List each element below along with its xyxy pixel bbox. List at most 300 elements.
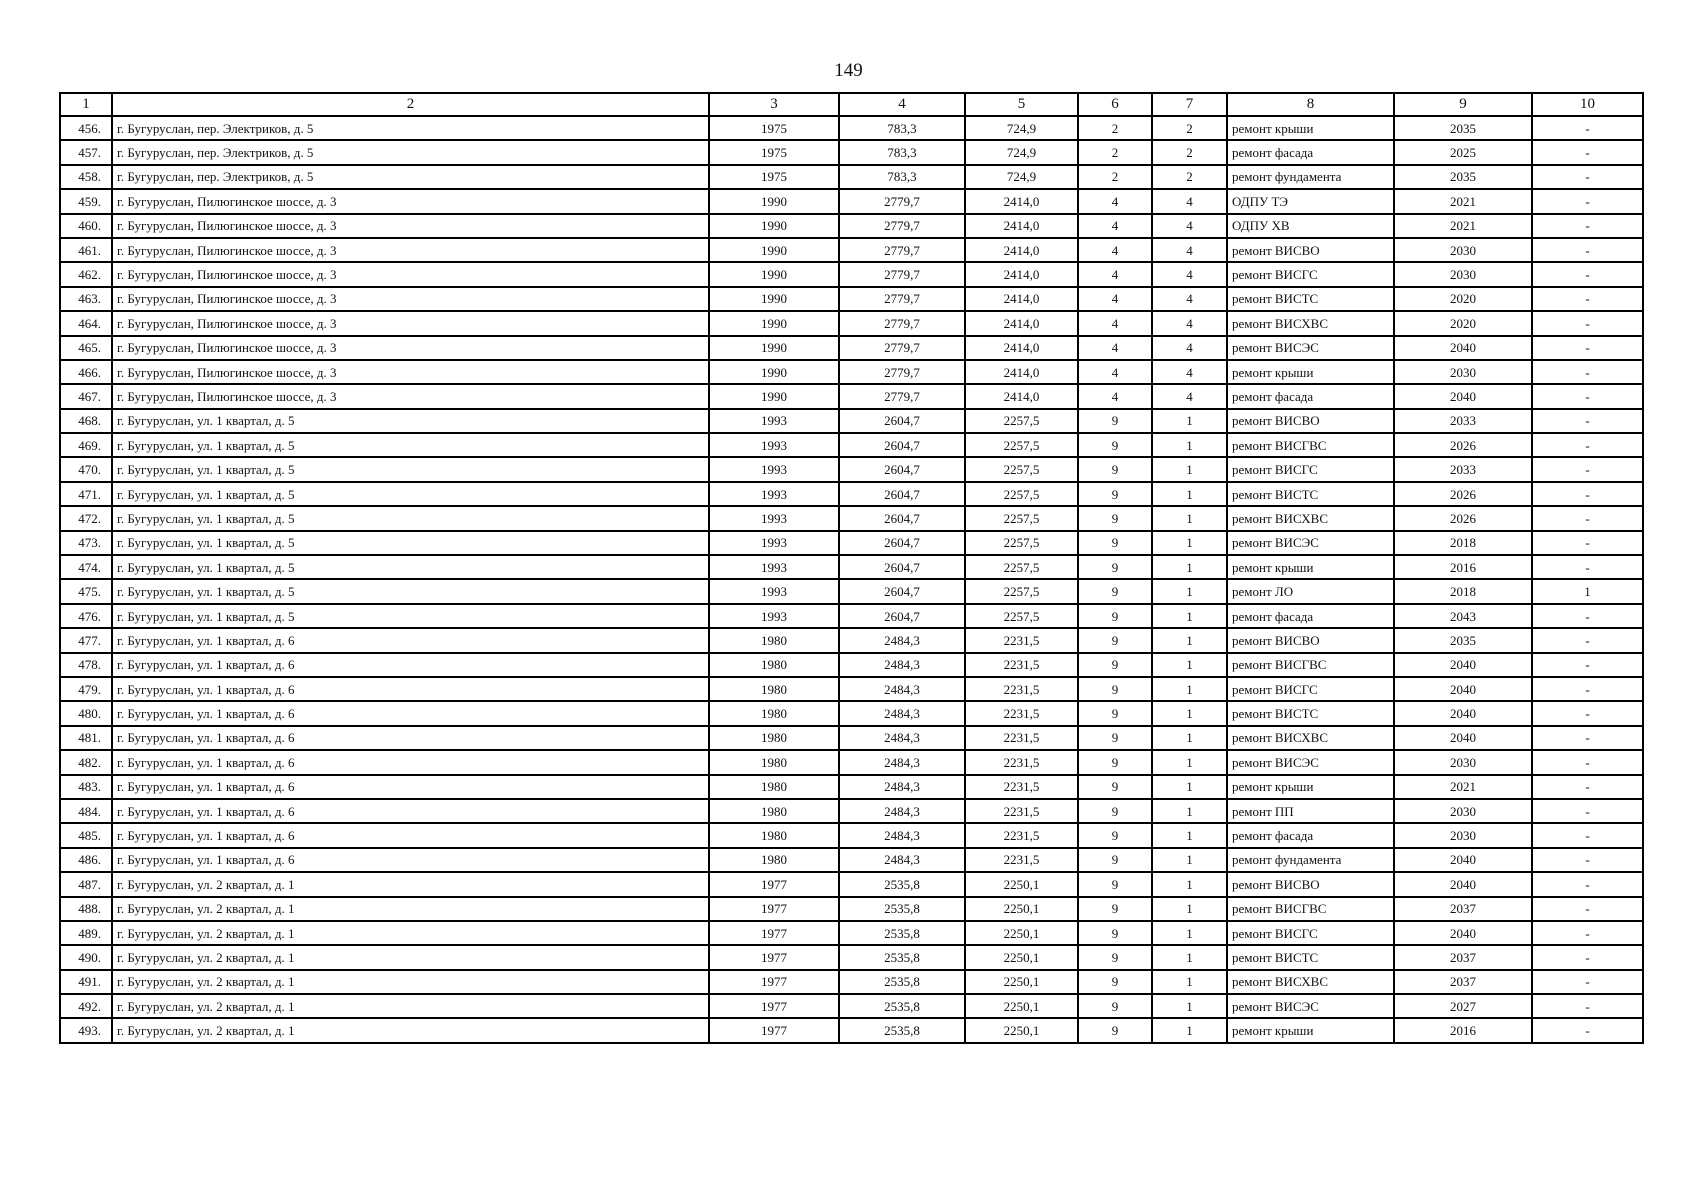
living-area-cell: 2231,5	[965, 628, 1078, 652]
note-cell: -	[1532, 165, 1643, 189]
row-number-cell: 462.	[60, 262, 112, 286]
living-area-cell: 724,9	[965, 140, 1078, 164]
planned-year-cell: 2040	[1394, 336, 1532, 360]
year-built-cell: 1975	[709, 116, 839, 140]
year-built-cell: 1980	[709, 799, 839, 823]
floors-cell: 2	[1078, 116, 1152, 140]
total-area-cell: 2779,7	[839, 384, 965, 408]
note-cell: 1	[1532, 579, 1643, 603]
living-area-cell: 2231,5	[965, 799, 1078, 823]
planned-year-cell: 2016	[1394, 555, 1532, 579]
entrances-cell: 1	[1152, 799, 1227, 823]
year-built-cell: 1980	[709, 726, 839, 750]
work-type-cell: ремонт крыши	[1227, 555, 1394, 579]
address-cell: г. Бугуруслан, ул. 1 квартал, д. 6	[112, 775, 709, 799]
address-cell: г. Бугуруслан, ул. 1 квартал, д. 5	[112, 604, 709, 628]
floors-cell: 9	[1078, 726, 1152, 750]
note-cell: -	[1532, 384, 1643, 408]
living-area-cell: 2414,0	[965, 311, 1078, 335]
entrances-cell: 1	[1152, 531, 1227, 555]
note-cell: -	[1532, 872, 1643, 896]
planned-year-cell: 2043	[1394, 604, 1532, 628]
entrances-cell: 4	[1152, 189, 1227, 213]
work-type-cell: ремонт ВИСГС	[1227, 921, 1394, 945]
address-cell: г. Бугуруслан, Пилюгинское шоссе, д. 3	[112, 238, 709, 262]
address-cell: г. Бугуруслан, ул. 1 квартал, д. 6	[112, 653, 709, 677]
living-area-cell: 2257,5	[965, 457, 1078, 481]
row-number-cell: 465.	[60, 336, 112, 360]
entrances-cell: 4	[1152, 384, 1227, 408]
total-area-cell: 2604,7	[839, 579, 965, 603]
table-row	[60, 945, 1643, 969]
entrances-cell: 1	[1152, 750, 1227, 774]
note-cell: -	[1532, 726, 1643, 750]
note-cell: -	[1532, 823, 1643, 847]
row-number-cell: 487.	[60, 872, 112, 896]
row-number-cell: 472.	[60, 506, 112, 530]
work-type-cell: ремонт ВИСГВС	[1227, 653, 1394, 677]
planned-year-cell: 2040	[1394, 677, 1532, 701]
floors-cell: 9	[1078, 677, 1152, 701]
year-built-cell: 1990	[709, 360, 839, 384]
living-area-cell: 2231,5	[965, 848, 1078, 872]
note-cell: -	[1532, 506, 1643, 530]
living-area-cell: 2257,5	[965, 604, 1078, 628]
year-built-cell: 1993	[709, 604, 839, 628]
total-area-cell: 2535,8	[839, 921, 965, 945]
table-row	[60, 165, 1643, 189]
planned-year-cell: 2035	[1394, 116, 1532, 140]
table-row	[60, 360, 1643, 384]
work-type-cell: ремонт фасада	[1227, 604, 1394, 628]
living-area-cell: 2257,5	[965, 555, 1078, 579]
table-row	[60, 897, 1643, 921]
note-cell: -	[1532, 628, 1643, 652]
address-cell: г. Бугуруслан, ул. 1 квартал, д. 6	[112, 628, 709, 652]
row-number-cell: 466.	[60, 360, 112, 384]
floors-cell: 4	[1078, 360, 1152, 384]
table-row	[60, 409, 1643, 433]
total-area-cell: 2604,7	[839, 604, 965, 628]
table-row	[60, 433, 1643, 457]
planned-year-cell: 2035	[1394, 628, 1532, 652]
work-type-cell: ремонт ВИСВО	[1227, 628, 1394, 652]
floors-cell: 4	[1078, 262, 1152, 286]
row-number-cell: 488.	[60, 897, 112, 921]
row-number-cell: 474.	[60, 555, 112, 579]
work-type-cell: ремонт фасада	[1227, 823, 1394, 847]
note-cell: -	[1532, 531, 1643, 555]
total-area-cell: 2484,3	[839, 750, 965, 774]
total-area-cell: 783,3	[839, 165, 965, 189]
table-row	[60, 775, 1643, 799]
floors-cell: 9	[1078, 433, 1152, 457]
table-row	[60, 482, 1643, 506]
row-number-cell: 491.	[60, 970, 112, 994]
year-built-cell: 1980	[709, 628, 839, 652]
table-row	[60, 555, 1643, 579]
planned-year-cell: 2037	[1394, 970, 1532, 994]
column-header: 3	[709, 93, 839, 116]
total-area-cell: 2604,7	[839, 531, 965, 555]
note-cell: -	[1532, 555, 1643, 579]
row-number-cell: 471.	[60, 482, 112, 506]
address-cell: г. Бугуруслан, ул. 2 квартал, д. 1	[112, 921, 709, 945]
table-row	[60, 262, 1643, 286]
entrances-cell: 1	[1152, 677, 1227, 701]
total-area-cell: 2484,3	[839, 677, 965, 701]
entrances-cell: 1	[1152, 506, 1227, 530]
year-built-cell: 1977	[709, 1018, 839, 1042]
total-area-cell: 2779,7	[839, 287, 965, 311]
table-row	[60, 604, 1643, 628]
floors-cell: 2	[1078, 165, 1152, 189]
planned-year-cell: 2026	[1394, 482, 1532, 506]
note-cell: -	[1532, 653, 1643, 677]
planned-year-cell: 2020	[1394, 287, 1532, 311]
table-row	[60, 750, 1643, 774]
entrances-cell: 1	[1152, 433, 1227, 457]
row-number-cell: 479.	[60, 677, 112, 701]
work-type-cell: ремонт крыши	[1227, 116, 1394, 140]
work-type-cell: ремонт ВИСЭС	[1227, 336, 1394, 360]
address-cell: г. Бугуруслан, ул. 1 квартал, д. 6	[112, 701, 709, 725]
address-cell: г. Бугуруслан, Пилюгинское шоссе, д. 3	[112, 360, 709, 384]
floors-cell: 9	[1078, 409, 1152, 433]
table-row	[60, 970, 1643, 994]
floors-cell: 9	[1078, 1018, 1152, 1042]
work-type-cell: ремонт ВИСХВС	[1227, 506, 1394, 530]
floors-cell: 9	[1078, 555, 1152, 579]
table-row	[60, 701, 1643, 725]
floors-cell: 9	[1078, 531, 1152, 555]
table-row	[60, 214, 1643, 238]
total-area-cell: 2484,3	[839, 799, 965, 823]
living-area-cell: 2231,5	[965, 701, 1078, 725]
row-number-cell: 464.	[60, 311, 112, 335]
row-number-cell: 492.	[60, 994, 112, 1018]
work-type-cell: ремонт ВИСХВС	[1227, 970, 1394, 994]
note-cell: -	[1532, 799, 1643, 823]
floors-cell: 4	[1078, 287, 1152, 311]
note-cell: -	[1532, 945, 1643, 969]
entrances-cell: 1	[1152, 457, 1227, 481]
entrances-cell: 2	[1152, 116, 1227, 140]
row-number-cell: 468.	[60, 409, 112, 433]
planned-year-cell: 2018	[1394, 531, 1532, 555]
work-type-cell: ремонт фундамента	[1227, 165, 1394, 189]
row-number-cell: 482.	[60, 750, 112, 774]
year-built-cell: 1980	[709, 653, 839, 677]
year-built-cell: 1993	[709, 482, 839, 506]
work-type-cell: ремонт фасада	[1227, 140, 1394, 164]
planned-year-cell: 2030	[1394, 750, 1532, 774]
column-header: 5	[965, 93, 1078, 116]
work-type-cell: ремонт ВИСГС	[1227, 457, 1394, 481]
year-built-cell: 1977	[709, 872, 839, 896]
table-row	[60, 677, 1643, 701]
entrances-cell: 4	[1152, 262, 1227, 286]
planned-year-cell: 2040	[1394, 726, 1532, 750]
note-cell: -	[1532, 360, 1643, 384]
living-area-cell: 2231,5	[965, 726, 1078, 750]
note-cell: -	[1532, 311, 1643, 335]
total-area-cell: 2484,3	[839, 823, 965, 847]
row-number-cell: 486.	[60, 848, 112, 872]
living-area-cell: 2414,0	[965, 384, 1078, 408]
year-built-cell: 1980	[709, 848, 839, 872]
table-row	[60, 994, 1643, 1018]
floors-cell: 9	[1078, 628, 1152, 652]
year-built-cell: 1980	[709, 701, 839, 725]
total-area-cell: 2779,7	[839, 214, 965, 238]
living-area-cell: 2231,5	[965, 677, 1078, 701]
table-row	[60, 287, 1643, 311]
row-number-cell: 469.	[60, 433, 112, 457]
living-area-cell: 2257,5	[965, 433, 1078, 457]
address-cell: г. Бугуруслан, ул. 1 квартал, д. 5	[112, 531, 709, 555]
address-cell: г. Бугуруслан, Пилюгинское шоссе, д. 3	[112, 384, 709, 408]
table-row	[60, 506, 1643, 530]
floors-cell: 9	[1078, 579, 1152, 603]
table-row	[60, 238, 1643, 262]
row-number-cell: 463.	[60, 287, 112, 311]
total-area-cell: 783,3	[839, 140, 965, 164]
work-type-cell: ремонт ВИСТС	[1227, 945, 1394, 969]
living-area-cell: 2231,5	[965, 653, 1078, 677]
year-built-cell: 1977	[709, 945, 839, 969]
note-cell: -	[1532, 775, 1643, 799]
address-cell: г. Бугуруслан, ул. 1 квартал, д. 5	[112, 506, 709, 530]
address-cell: г. Бугуруслан, пер. Электриков, д. 5	[112, 116, 709, 140]
planned-year-cell: 2030	[1394, 823, 1532, 847]
row-number-cell: 485.	[60, 823, 112, 847]
row-number-cell: 481.	[60, 726, 112, 750]
total-area-cell: 2535,8	[839, 945, 965, 969]
entrances-cell: 1	[1152, 628, 1227, 652]
floors-cell: 9	[1078, 945, 1152, 969]
total-area-cell: 2484,3	[839, 848, 965, 872]
work-type-cell: ремонт ВИСТС	[1227, 482, 1394, 506]
entrances-cell: 1	[1152, 872, 1227, 896]
work-type-cell: ремонт ВИСЭС	[1227, 531, 1394, 555]
entrances-cell: 1	[1152, 994, 1227, 1018]
entrances-cell: 1	[1152, 1018, 1227, 1042]
entrances-cell: 1	[1152, 848, 1227, 872]
planned-year-cell: 2030	[1394, 799, 1532, 823]
living-area-cell: 2257,5	[965, 506, 1078, 530]
floors-cell: 9	[1078, 970, 1152, 994]
year-built-cell: 1993	[709, 457, 839, 481]
column-header: 6	[1078, 93, 1152, 116]
entrances-cell: 1	[1152, 945, 1227, 969]
address-cell: г. Бугуруслан, ул. 1 квартал, д. 5	[112, 409, 709, 433]
living-area-cell: 2414,0	[965, 214, 1078, 238]
year-built-cell: 1975	[709, 140, 839, 164]
planned-year-cell: 2040	[1394, 653, 1532, 677]
address-cell: г. Бугуруслан, Пилюгинское шоссе, д. 3	[112, 287, 709, 311]
planned-year-cell: 2026	[1394, 433, 1532, 457]
planned-year-cell: 2016	[1394, 1018, 1532, 1042]
note-cell: -	[1532, 287, 1643, 311]
entrances-cell: 4	[1152, 214, 1227, 238]
table-row	[60, 653, 1643, 677]
total-area-cell: 2484,3	[839, 726, 965, 750]
floors-cell: 9	[1078, 506, 1152, 530]
row-number-cell: 478.	[60, 653, 112, 677]
address-cell: г. Бугуруслан, ул. 2 квартал, д. 1	[112, 945, 709, 969]
note-cell: -	[1532, 409, 1643, 433]
year-built-cell: 1977	[709, 897, 839, 921]
table-row	[60, 189, 1643, 213]
row-number-cell: 456.	[60, 116, 112, 140]
floors-cell: 9	[1078, 653, 1152, 677]
living-area-cell: 2231,5	[965, 823, 1078, 847]
planned-year-cell: 2021	[1394, 775, 1532, 799]
work-type-cell: ремонт ПП	[1227, 799, 1394, 823]
work-type-cell: ремонт фундамента	[1227, 848, 1394, 872]
entrances-cell: 4	[1152, 238, 1227, 262]
address-cell: г. Бугуруслан, Пилюгинское шоссе, д. 3	[112, 214, 709, 238]
year-built-cell: 1977	[709, 994, 839, 1018]
total-area-cell: 2484,3	[839, 628, 965, 652]
living-area-cell: 2414,0	[965, 336, 1078, 360]
planned-year-cell: 2035	[1394, 165, 1532, 189]
floors-cell: 9	[1078, 921, 1152, 945]
living-area-cell: 2250,1	[965, 921, 1078, 945]
living-area-cell: 2414,0	[965, 287, 1078, 311]
year-built-cell: 1993	[709, 579, 839, 603]
planned-year-cell: 2030	[1394, 360, 1532, 384]
work-type-cell: ремонт ВИСВО	[1227, 409, 1394, 433]
row-number-cell: 470.	[60, 457, 112, 481]
column-header: 7	[1152, 93, 1227, 116]
floors-cell: 9	[1078, 457, 1152, 481]
note-cell: -	[1532, 604, 1643, 628]
entrances-cell: 2	[1152, 165, 1227, 189]
floors-cell: 4	[1078, 214, 1152, 238]
address-cell: г. Бугуруслан, ул. 1 квартал, д. 5	[112, 579, 709, 603]
row-number-cell: 493.	[60, 1018, 112, 1042]
row-number-cell: 458.	[60, 165, 112, 189]
floors-cell: 9	[1078, 775, 1152, 799]
entrances-cell: 4	[1152, 360, 1227, 384]
total-area-cell: 2604,7	[839, 457, 965, 481]
column-header: 1	[60, 93, 112, 116]
year-built-cell: 1980	[709, 823, 839, 847]
work-type-cell: ремонт ВИСЭС	[1227, 994, 1394, 1018]
total-area-cell: 2484,3	[839, 653, 965, 677]
planned-year-cell: 2030	[1394, 238, 1532, 262]
floors-cell: 4	[1078, 238, 1152, 262]
living-area-cell: 724,9	[965, 116, 1078, 140]
work-type-cell: ремонт крыши	[1227, 360, 1394, 384]
note-cell: -	[1532, 482, 1643, 506]
column-header: 8	[1227, 93, 1394, 116]
address-cell: г. Бугуруслан, ул. 1 квартал, д. 5	[112, 482, 709, 506]
address-cell: г. Бугуруслан, Пилюгинское шоссе, д. 3	[112, 262, 709, 286]
planned-year-cell: 2018	[1394, 579, 1532, 603]
total-area-cell: 2604,7	[839, 433, 965, 457]
year-built-cell: 1993	[709, 555, 839, 579]
entrances-cell: 1	[1152, 897, 1227, 921]
work-type-cell: ремонт ВИСГС	[1227, 262, 1394, 286]
table-row	[60, 140, 1643, 164]
work-type-cell: ремонт ВИСГС	[1227, 677, 1394, 701]
table-row	[60, 848, 1643, 872]
note-cell: -	[1532, 1018, 1643, 1042]
total-area-cell: 2535,8	[839, 872, 965, 896]
planned-year-cell: 2037	[1394, 897, 1532, 921]
total-area-cell: 2484,3	[839, 701, 965, 725]
planned-year-cell: 2040	[1394, 701, 1532, 725]
planned-year-cell: 2020	[1394, 311, 1532, 335]
note-cell: -	[1532, 994, 1643, 1018]
table-row	[60, 579, 1643, 603]
entrances-cell: 1	[1152, 701, 1227, 725]
table-row	[60, 872, 1643, 896]
note-cell: -	[1532, 336, 1643, 360]
note-cell: -	[1532, 214, 1643, 238]
row-number-cell: 473.	[60, 531, 112, 555]
row-number-cell: 457.	[60, 140, 112, 164]
floors-cell: 4	[1078, 311, 1152, 335]
repair-schedule-table	[59, 92, 1644, 1044]
entrances-cell: 1	[1152, 921, 1227, 945]
address-cell: г. Бугуруслан, ул. 1 квартал, д. 6	[112, 750, 709, 774]
entrances-cell: 1	[1152, 970, 1227, 994]
table-row	[60, 628, 1643, 652]
note-cell: -	[1532, 262, 1643, 286]
floors-cell: 2	[1078, 140, 1152, 164]
year-built-cell: 1975	[709, 165, 839, 189]
address-cell: г. Бугуруслан, ул. 2 квартал, д. 1	[112, 872, 709, 896]
floors-cell: 9	[1078, 994, 1152, 1018]
living-area-cell: 2250,1	[965, 872, 1078, 896]
row-number-cell: 460.	[60, 214, 112, 238]
total-area-cell: 2779,7	[839, 336, 965, 360]
table-row	[60, 799, 1643, 823]
page-number: 149	[834, 60, 863, 81]
work-type-cell: ремонт ВИСГВС	[1227, 897, 1394, 921]
entrances-cell: 2	[1152, 140, 1227, 164]
living-area-cell: 2250,1	[965, 970, 1078, 994]
work-type-cell: ремонт ВИСЭС	[1227, 750, 1394, 774]
floors-cell: 9	[1078, 872, 1152, 896]
living-area-cell: 2250,1	[965, 945, 1078, 969]
floors-cell: 9	[1078, 701, 1152, 725]
year-built-cell: 1990	[709, 214, 839, 238]
work-type-cell: ремонт ВИСХВС	[1227, 726, 1394, 750]
total-area-cell: 2535,8	[839, 970, 965, 994]
total-area-cell: 2779,7	[839, 311, 965, 335]
address-cell: г. Бугуруслан, ул. 1 квартал, д. 6	[112, 799, 709, 823]
column-header: 2	[112, 93, 709, 116]
floors-cell: 9	[1078, 482, 1152, 506]
floors-cell: 4	[1078, 384, 1152, 408]
living-area-cell: 2414,0	[965, 262, 1078, 286]
living-area-cell: 2414,0	[965, 189, 1078, 213]
work-type-cell: ОДПУ ХВ	[1227, 214, 1394, 238]
year-built-cell: 1990	[709, 189, 839, 213]
address-cell: г. Бугуруслан, ул. 1 квартал, д. 6	[112, 848, 709, 872]
year-built-cell: 1990	[709, 287, 839, 311]
year-built-cell: 1980	[709, 677, 839, 701]
address-cell: г. Бугуруслан, ул. 2 квартал, д. 1	[112, 970, 709, 994]
total-area-cell: 2604,7	[839, 506, 965, 530]
entrances-cell: 1	[1152, 604, 1227, 628]
row-number-cell: 477.	[60, 628, 112, 652]
